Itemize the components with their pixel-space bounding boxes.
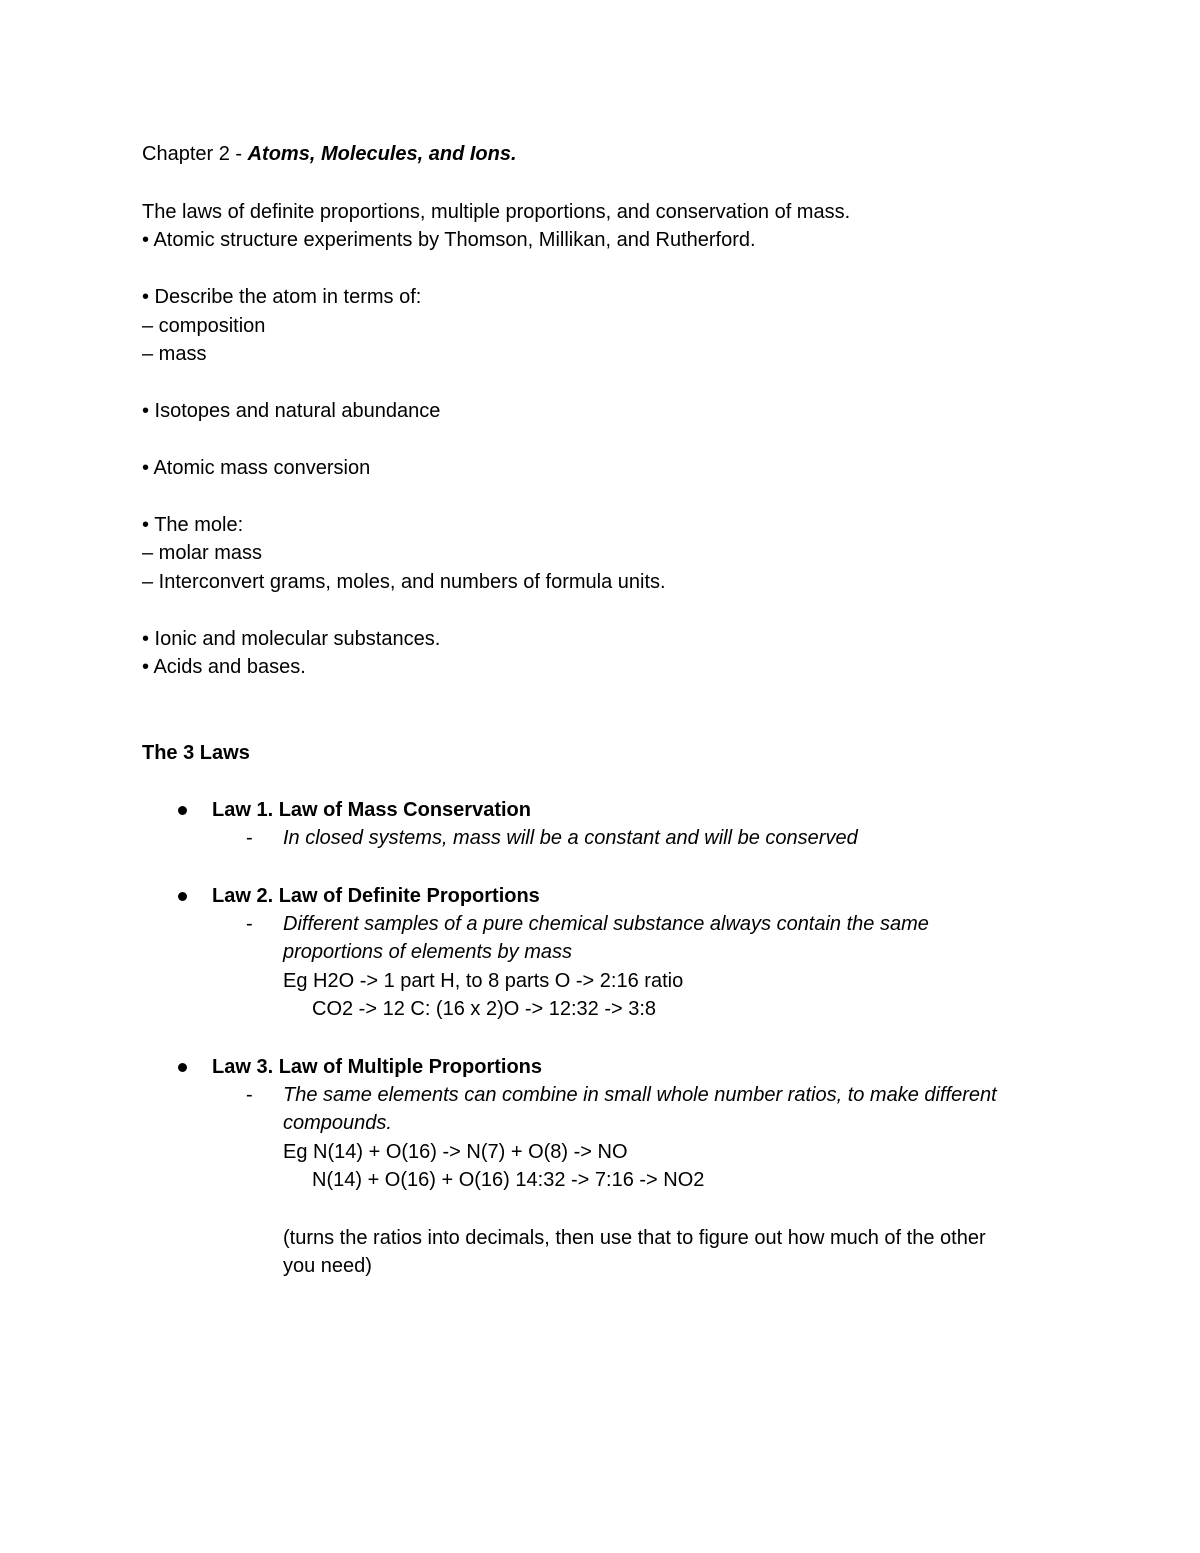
law-title: Law 3. Law of Multiple Proportions	[212, 1056, 543, 1078]
law-example: Eg H2O -> 1 part H, to 8 parts O -> 2:16 ratio	[283, 970, 684, 992]
law-note: you need)	[283, 1255, 372, 1277]
bullet-icon	[178, 806, 187, 815]
chapter-prefix: Chapter 2 -	[142, 143, 248, 165]
overview-line: • Describe the atom in terms of:	[142, 286, 422, 308]
law-description: compounds.	[283, 1112, 392, 1134]
overview-line: • The mole:	[142, 514, 244, 536]
law-example: CO2 -> 12 C: (16 x 2)O -> 12:32 -> 3:8	[312, 998, 657, 1020]
bullet-icon	[178, 1063, 187, 1072]
overview-line: • Atomic structure experiments by Thomson, Millikan, and Rutherford.	[142, 229, 756, 251]
overview-line: • Acids and bases.	[142, 656, 306, 678]
dash-marker: -	[246, 913, 253, 935]
law-title: Law 1. Law of Mass Conservation	[212, 799, 531, 821]
chapter-heading	[142, 141, 517, 167]
dash-marker: -	[246, 1084, 253, 1106]
law-note: (turns the ratios into decimals, then use that to figure out how much of the other	[283, 1227, 986, 1249]
overview-line: • Ionic and molecular substances.	[142, 628, 441, 650]
overview-line: – Interconvert grams, moles, and numbers of formula units.	[142, 571, 666, 593]
overview-line: • Atomic mass conversion	[142, 457, 371, 479]
law-title: Law 2. Law of Definite Proportions	[212, 885, 540, 907]
dash-marker: -	[246, 827, 253, 849]
law-example: N(14) + O(16) + O(16) 14:32 -> 7:16 -> NO2	[312, 1169, 705, 1191]
overview-line: – molar mass	[142, 542, 263, 564]
law-description: Different samples of a pure chemical substance always contain the same	[283, 913, 929, 935]
law-description: In closed systems, mass will be a constant and will be conserved	[283, 827, 858, 849]
law-description: proportions of elements by mass	[283, 941, 573, 963]
overview-line: – composition	[142, 315, 266, 337]
law-description: The same elements can combine in small whole number ratios, to make different	[283, 1084, 997, 1106]
overview-line: • Isotopes and natural abundance	[142, 400, 441, 422]
overview-intro: The laws of definite proportions, multiple proportions, and conservation of mass.	[142, 201, 851, 223]
law-example: Eg N(14) + O(16) -> N(7) + O(8) -> NO	[283, 1141, 628, 1163]
bullet-icon	[178, 892, 187, 901]
overview-line: – mass	[142, 343, 207, 365]
chapter-title: Atoms, Molecules, and Ions.	[247, 143, 517, 165]
laws-heading: The 3 Laws	[142, 742, 250, 764]
